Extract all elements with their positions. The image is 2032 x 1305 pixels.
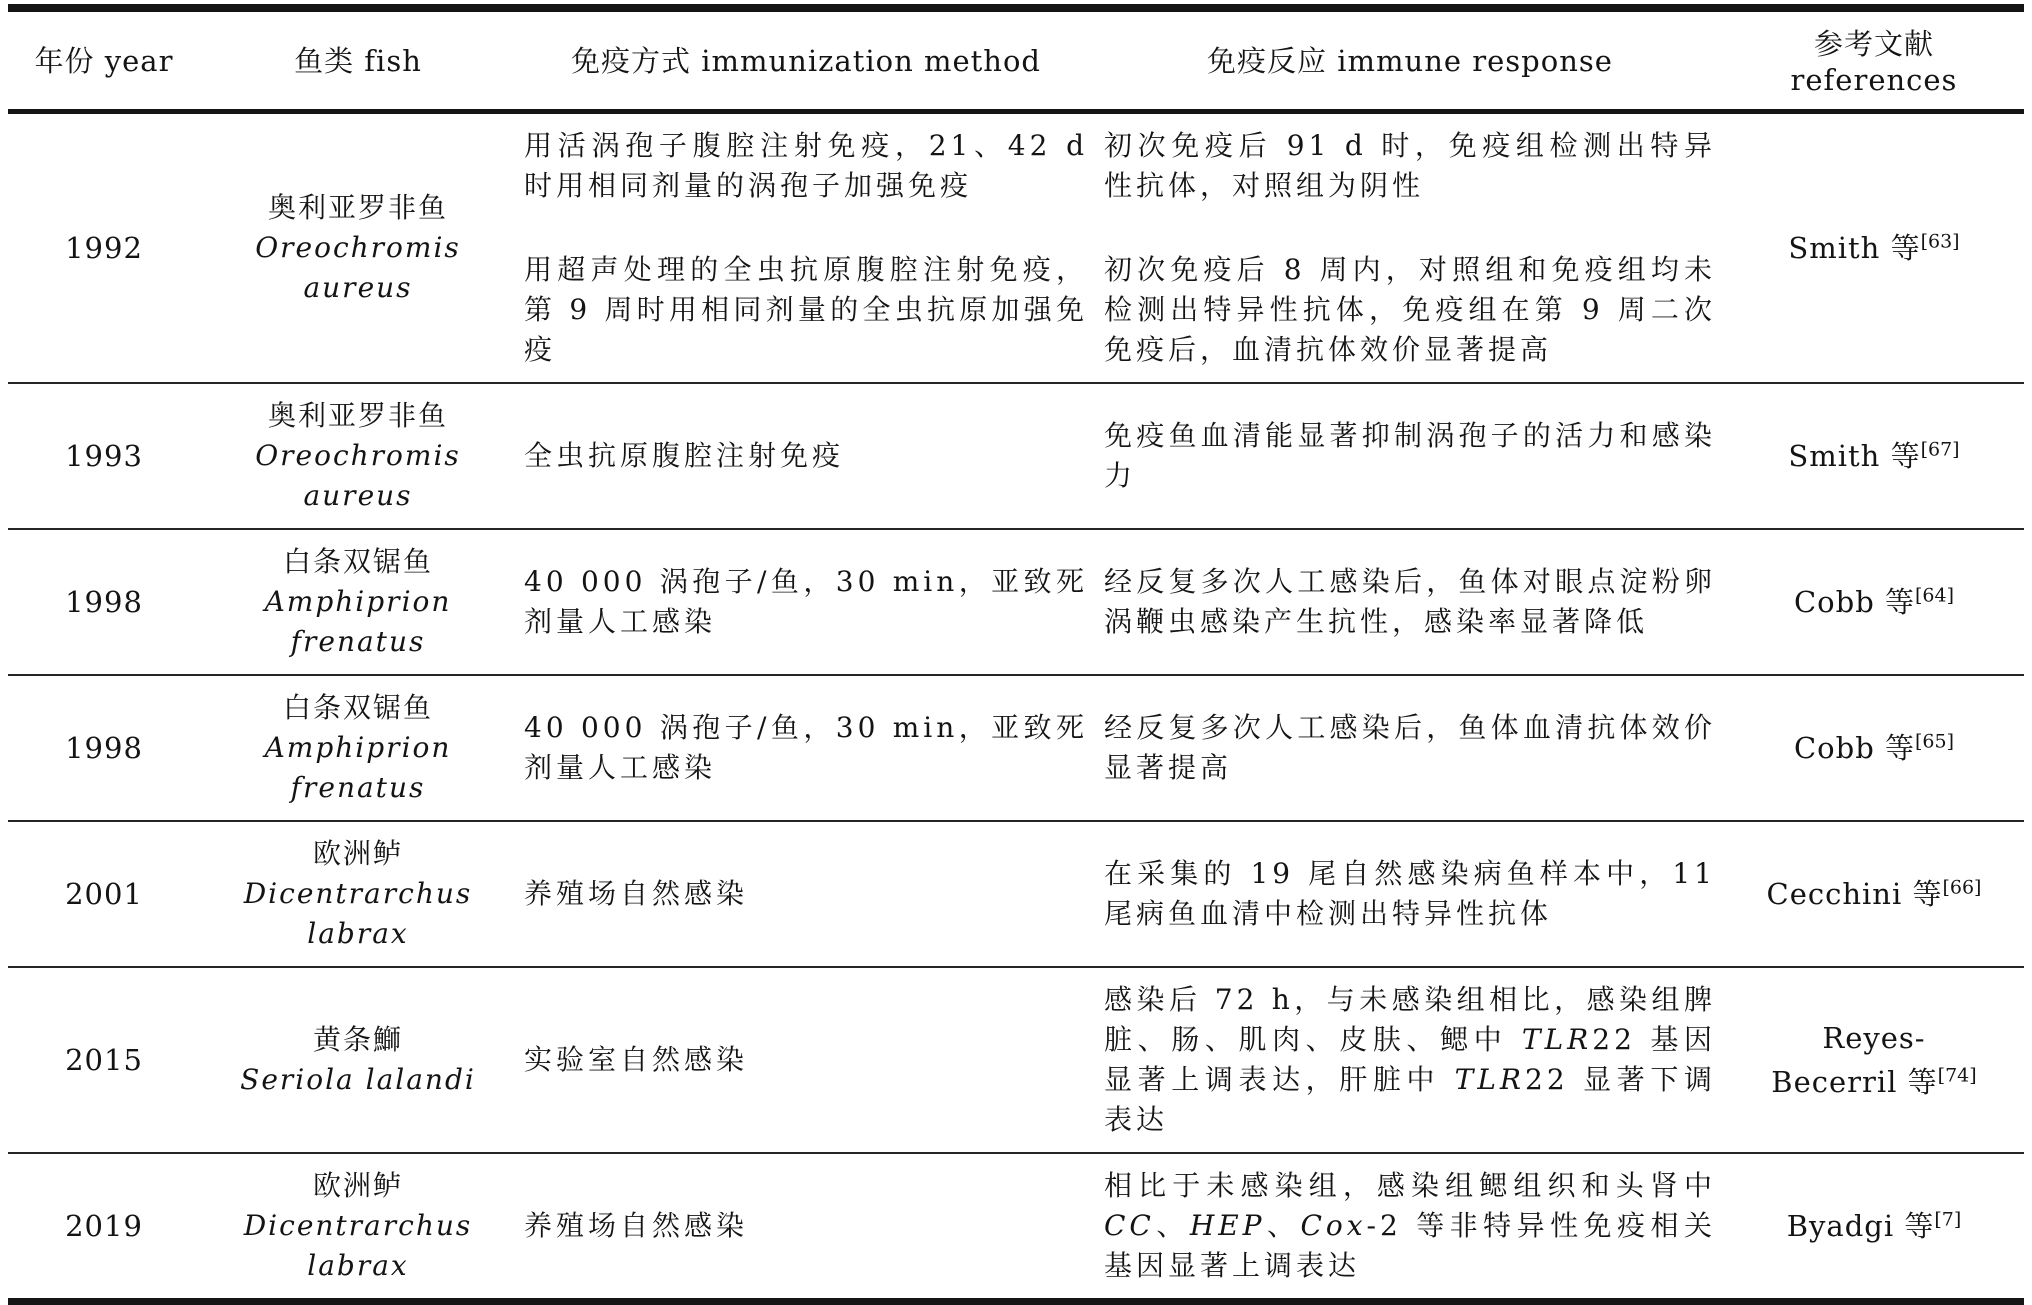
method-cell: [516, 1153, 1096, 1302]
response-cell: [1096, 529, 1724, 675]
reference-cell: [1724, 675, 2024, 821]
method-cell: [516, 821, 1096, 967]
immunization-studies-table: [8, 4, 2024, 1305]
text-run: 相比于未感染组，感染组鳃组织和头肾中: [1104, 1169, 1716, 1202]
column-header-year: 年份 year: [8, 8, 200, 112]
table-row: [8, 821, 2024, 967]
reference-cell: [1724, 967, 2024, 1153]
fish-name-chinese: 奥利亚罗非鱼: [267, 191, 448, 224]
fish-name-latin: Amphiprion frenatus: [264, 585, 452, 658]
fish-name-latin: Seriola lalandi: [240, 1063, 476, 1096]
method-paragraph: [524, 436, 1088, 476]
column-header-fish: 鱼类 fish: [200, 8, 516, 112]
reference-citation-superscript: [74]: [1937, 1064, 1977, 1087]
fish-name-latin: Dicentrarchus labrax: [243, 877, 473, 950]
fish-cell: [200, 821, 516, 967]
reference-line: Byadgi 等[7]: [1786, 1208, 1962, 1243]
response-cell: [1096, 1153, 1724, 1302]
method-cell: [516, 383, 1096, 529]
italic-gene-term: CC: [1104, 1209, 1155, 1242]
text-run: 免疫鱼血清能显著抑制涡孢子的活力和感染力: [1104, 419, 1716, 492]
fish-name-latin: Amphiprion frenatus: [264, 731, 452, 804]
method-paragraph: [524, 562, 1088, 642]
reference-line: Reyes-: [1822, 1021, 1926, 1055]
text-run: 经反复多次人工感染后，鱼体血清抗体效价显著提高: [1104, 711, 1716, 784]
reference-citation-superscript: [66]: [1942, 876, 1982, 899]
text-run: 、: [1154, 1209, 1190, 1242]
method-paragraph: [524, 708, 1088, 788]
year-cell: 1998: [8, 675, 200, 821]
header-row: [8, 8, 2024, 112]
column-header-response: 免疫反应 immune response: [1096, 8, 1724, 112]
fish-name-latin: Oreochromis aureus: [255, 231, 461, 304]
fish-name-chinese: 白条双锯鱼: [282, 545, 433, 578]
response-cell: [1096, 112, 1724, 384]
column-header-references: 参考文献 references: [1724, 8, 2024, 112]
year-cell: 2015: [8, 967, 200, 1153]
table-row: [8, 383, 2024, 529]
method-paragraph: [524, 874, 1088, 914]
method-cell: [516, 675, 1096, 821]
fish-cell: [200, 675, 516, 821]
fish-name-chinese: 黄条鰤: [312, 1023, 403, 1056]
text-run: 22 基因显著上调表达，肝脏中: [1104, 1023, 1717, 1096]
response-cell: [1096, 383, 1724, 529]
italic-gene-term: TLR: [1521, 1023, 1593, 1056]
method-cell: [516, 967, 1096, 1153]
fish-cell: [200, 383, 516, 529]
response-paragraph: [1104, 416, 1716, 496]
reference-cell: [1724, 529, 2024, 675]
method-cell: [516, 529, 1096, 675]
text-run: 、: [1265, 1209, 1301, 1242]
reference-cell: [1724, 821, 2024, 967]
response-cell: [1096, 821, 1724, 967]
response-cell: [1096, 675, 1724, 821]
table-row: [8, 967, 2024, 1153]
fish-cell: [200, 112, 516, 384]
fish-cell: [200, 967, 516, 1153]
response-paragraph: [1104, 126, 1716, 206]
text-run: 养殖场自然感染: [524, 1209, 749, 1242]
reference-citation-superscript: [63]: [1920, 230, 1960, 253]
table-row: [8, 1153, 2024, 1302]
text-run: 初次免疫后 91 d 时，免疫组检测出特异性抗体，对照组为阴性: [1104, 129, 1716, 202]
text-run: -2 等非特异性免疫相关基因显著上调表达: [1104, 1209, 1716, 1282]
text-run: 全虫抗原腹腔注射免疫: [524, 439, 845, 472]
reference-cell: [1724, 112, 2024, 384]
table-row: [8, 675, 2024, 821]
text-run: 22 显著下调表达: [1104, 1063, 1716, 1136]
reference-line: Becerril 等[74]: [1771, 1064, 1977, 1099]
fish-name-latin: Dicentrarchus labrax: [243, 1209, 473, 1282]
year-cell: 2001: [8, 821, 200, 967]
reference-citation-superscript: [64]: [1914, 584, 1954, 607]
year-cell: 1998: [8, 529, 200, 675]
table-row: [8, 529, 2024, 675]
method-paragraph: [524, 1040, 1088, 1080]
italic-gene-term: TLR: [1454, 1063, 1526, 1096]
response-paragraph: [1104, 250, 1716, 370]
fish-cell: [200, 1153, 516, 1302]
response-paragraph: [1104, 980, 1716, 1140]
text-run: 感染后 72 h，与未感染组相比，感染组脾脏、肠、肌肉、皮肤、鳃中: [1104, 983, 1716, 1056]
reference-line: Cecchini 等[66]: [1766, 876, 1982, 911]
text-run: 实验室自然感染: [524, 1043, 749, 1076]
method-paragraph: [524, 250, 1088, 370]
italic-gene-term: Cox: [1300, 1209, 1367, 1242]
text-run: 40 000 涡孢子/鱼，30 min，亚致死剂量人工感染: [524, 565, 1088, 638]
fish-name-chinese: 奥利亚罗非鱼: [267, 399, 448, 432]
response-paragraph: [1104, 562, 1716, 642]
text-run: 初次免疫后 8 周内，对照组和免疫组均未检测出特异性抗体，免疫组在第 9 周二次免疫后，血清抗体效价显著提高: [1104, 253, 1716, 366]
method-cell: [516, 112, 1096, 384]
fish-name-chinese: 欧洲鲈: [312, 837, 403, 870]
method-paragraph: [524, 126, 1088, 206]
reference-line: Cobb 等[65]: [1793, 730, 1954, 765]
reference-cell: [1724, 383, 2024, 529]
fish-name-latin: Oreochromis aureus: [255, 439, 461, 512]
column-header-method: 免疫方式 immunization method: [516, 8, 1096, 112]
reference-citation-superscript: [7]: [1934, 1208, 1962, 1231]
reference-citation-superscript: [65]: [1914, 730, 1954, 753]
text-run: 在采集的 19 尾自然感染病鱼样本中，11 尾病鱼血清中检测出特异性抗体: [1104, 857, 1716, 930]
response-paragraph: [1104, 854, 1716, 934]
reference-cell: [1724, 1153, 2024, 1302]
text-run: 养殖场自然感染: [524, 877, 749, 910]
reference-line: Smith 等[67]: [1788, 438, 1960, 473]
text-run: 经反复多次人工感染后，鱼体对眼点淀粉卵涡鞭虫感染产生抗性，感染率显著降低: [1104, 565, 1716, 638]
fish-cell: [200, 529, 516, 675]
text-run: 用活涡孢子腹腔注射免疫，21、42 d 时用相同剂量的涡孢子加强免疫: [524, 129, 1088, 202]
reference-line: Smith 等[63]: [1788, 230, 1960, 265]
text-run: 用超声处理的全虫抗原腹腔注射免疫，第 9 周时用相同剂量的全虫抗原加强免疫: [524, 253, 1088, 366]
response-paragraph: [1104, 708, 1716, 788]
response-paragraph: [1104, 1166, 1716, 1286]
fish-name-chinese: 白条双锯鱼: [282, 691, 433, 724]
year-cell: 1992: [65, 231, 143, 265]
year-cell: 2019: [8, 1153, 200, 1302]
reference-line: Cobb 等[64]: [1793, 584, 1954, 619]
italic-gene-term: HEP: [1189, 1209, 1266, 1242]
year-cell: 1993: [8, 383, 200, 529]
response-cell: [1096, 967, 1724, 1153]
fish-name-chinese: 欧洲鲈: [312, 1169, 403, 1202]
method-paragraph: [524, 1206, 1088, 1246]
table-body: [8, 112, 2024, 1302]
reference-citation-superscript: [67]: [1920, 438, 1960, 461]
table-row: [8, 112, 2024, 384]
text-run: 40 000 涡孢子/鱼，30 min，亚致死剂量人工感染: [524, 711, 1088, 784]
